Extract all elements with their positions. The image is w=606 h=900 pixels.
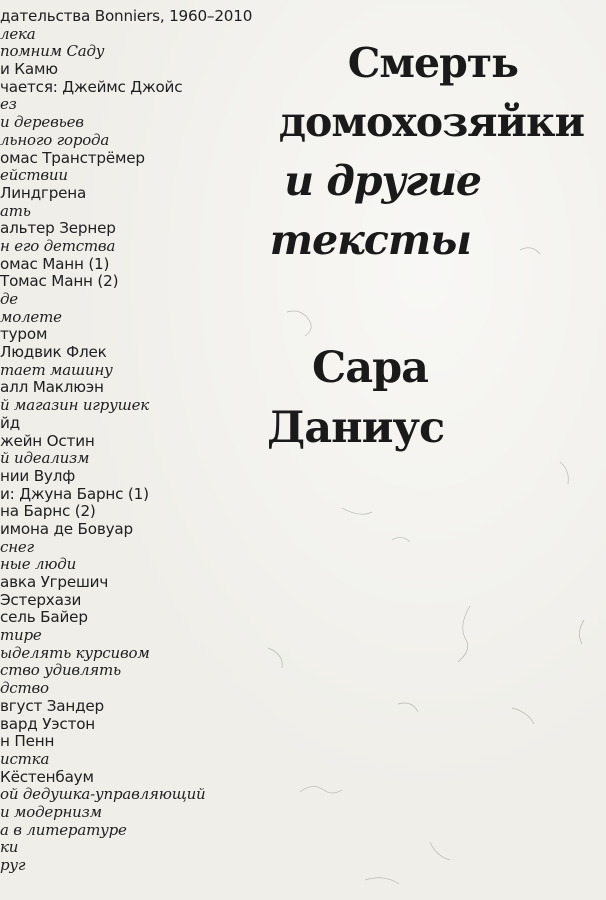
toc-entry: Кёстенбаум xyxy=(0,767,94,786)
toc-entry: ки xyxy=(0,838,19,857)
toc-entry: йд xyxy=(0,413,20,432)
toc-entry: альтер Зернер xyxy=(0,219,116,238)
toc-entry: ыделять курсивом xyxy=(0,643,150,662)
toc-entry: и модернизм xyxy=(0,802,102,821)
toc-entry: вгуст Зандер xyxy=(0,696,105,715)
toc-entry: ные люди xyxy=(0,555,77,574)
toc-entry: на Барнс (2) xyxy=(0,502,96,521)
toc-entry: и Камю xyxy=(0,60,58,79)
toc-entry: де xyxy=(0,290,18,308)
toc-entry: тает машину xyxy=(0,360,113,379)
toc-entry: лека xyxy=(0,24,36,43)
author-name xyxy=(250,338,550,458)
toc-entry: снег xyxy=(0,537,34,556)
toc-entry: жейн Остин xyxy=(0,431,95,450)
title-line-3: и другие xyxy=(284,157,481,205)
toc-entry: дательства Bonniers, 1960–2010 xyxy=(0,7,253,25)
toc-entry: Эстерхази xyxy=(0,590,82,609)
title-line-1: Смерть xyxy=(347,39,518,87)
toc-entry: туром xyxy=(0,325,48,344)
toc-entry: истка xyxy=(0,749,50,768)
toc-entry: Людвик Флек xyxy=(0,343,107,362)
title-line-2: домохозяйки xyxy=(278,98,584,146)
toc-entry: чается: Джеймс Джойс xyxy=(0,77,183,96)
author-first-name: Сара xyxy=(312,343,429,393)
toc-entry: ой дедушка-управляющий xyxy=(0,785,206,804)
toc-entry: Томас Манн (2) xyxy=(0,272,119,291)
toc-entry: Линдгрена xyxy=(0,183,87,202)
toc-entry: ство удивлять xyxy=(0,661,122,680)
toc-entry: тире xyxy=(0,626,42,645)
toc-entry: и: Джуна Барнс (1) xyxy=(0,484,149,503)
toc-entry: нии Вулф xyxy=(0,466,75,485)
toc-entry: авка Угрешич xyxy=(0,573,109,591)
toc-entry: льного города xyxy=(0,130,110,149)
toc-entry: руг xyxy=(0,856,26,874)
toc-entry: н его детства xyxy=(0,236,116,255)
toc-entry: омас Манн (1) xyxy=(0,254,110,273)
toc-entry: сель Байер xyxy=(0,608,88,627)
toc-entry: дство xyxy=(0,679,49,698)
toc-entry: омас Транстрёмер xyxy=(0,148,145,167)
toc-entry: молете xyxy=(0,307,62,326)
toc-entry: алл Маклюэн xyxy=(0,378,104,397)
author-last-name: Даниус xyxy=(267,403,445,453)
toc-entry: й магазин игрушек xyxy=(0,396,150,415)
toc-entry: и деревьев xyxy=(0,113,84,132)
toc-entry: ать xyxy=(0,201,31,220)
toc-entry: помним Саду xyxy=(0,42,105,61)
toc-entry: ействии xyxy=(0,166,68,185)
toc-entry: ез xyxy=(0,95,17,114)
toc-entry: й идеализм xyxy=(0,449,90,468)
toc-entry: имона де Бовуар xyxy=(0,519,133,538)
title-line-4: тексты xyxy=(269,216,471,264)
book-title xyxy=(186,34,596,270)
toc-entry: а в литературе xyxy=(0,820,127,839)
toc-entry: вард Уэстон xyxy=(0,714,96,733)
toc-entry: н Пенн xyxy=(0,732,55,751)
